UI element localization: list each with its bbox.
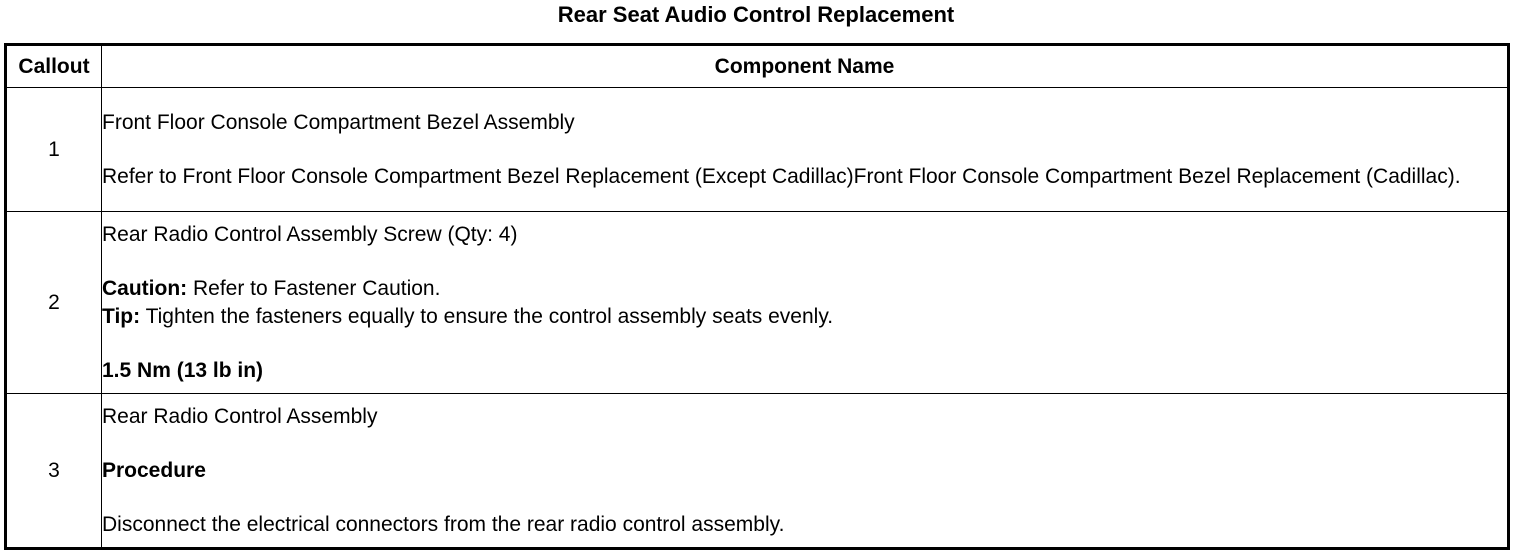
component-name: Rear Radio Control Assembly <box>102 404 378 428</box>
tip-line <box>102 303 1507 331</box>
torque-spec: 1.5 Nm (13 lb in) <box>102 358 264 382</box>
callout-number: 2 <box>6 212 102 394</box>
caution-line <box>102 275 1507 303</box>
page-title: Rear Seat Audio Control Replacement <box>557 2 955 27</box>
caution-text: Refer to Fastener Caution. <box>187 276 441 300</box>
component-cell <box>102 88 1509 212</box>
callout-number: 1 <box>6 88 102 212</box>
procedure-heading: Procedure <box>102 458 206 482</box>
column-header-callout: Callout <box>6 45 102 88</box>
table-header-row <box>6 45 1509 88</box>
callout-table <box>4 43 1510 550</box>
procedure-step: Disconnect the electrical connectors from the rear radio control assembly. <box>102 512 785 536</box>
component-name: Rear Radio Control Assembly Screw (Qty: 4) <box>102 222 518 246</box>
callout-number: 3 <box>6 394 102 549</box>
tip-text: Tighten the fasteners equally to ensure the control assembly seats evenly. <box>140 304 834 328</box>
table-row <box>6 394 1509 549</box>
reference-note: Refer to Front Floor Console Compartment Bezel Replacement (Except Cadillac)Front Floor Console Compartment Bezel Replacement (Cadillac). <box>102 164 1461 188</box>
component-name: Front Floor Console Compartment Bezel Assembly <box>102 110 575 134</box>
caution-label: Caution: <box>102 276 188 300</box>
column-header-component-name: Component Name <box>102 45 1509 88</box>
component-cell <box>102 394 1509 549</box>
table-row <box>6 88 1509 212</box>
component-cell <box>102 212 1509 394</box>
tip-label: Tip: <box>102 304 141 328</box>
table-row <box>6 212 1509 394</box>
